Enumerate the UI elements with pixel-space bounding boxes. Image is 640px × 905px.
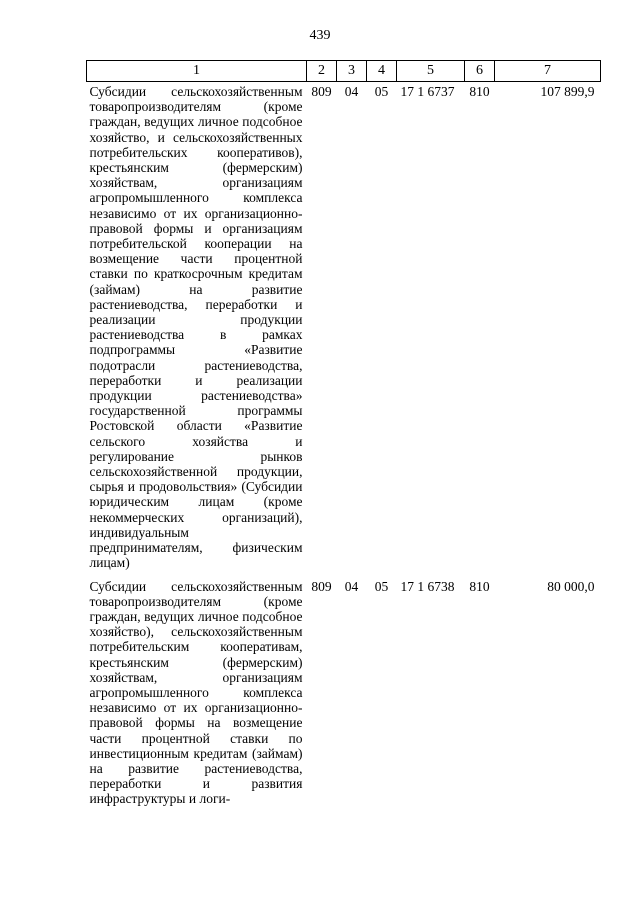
subsection-code: 05 [374,578,389,594]
column-header-2: 2 [307,61,337,82]
amount: 80 000,0 [547,578,595,594]
section-code: 04 [344,84,359,99]
ministry-code: 809 [311,84,332,99]
ministry-code: 809 [311,578,332,594]
column-header-1: 1 [87,61,307,82]
expense-type-code: 810 [469,578,490,594]
row-description: Субсидии сельскохозяйственным товаропроизводителям (кроме граждан, ведущих личное подсобное хозяйство), сельскохозяйственным потребительским кооперативам, крестьянским (фермерским) хозяйствам, организациям агропромышленного комплекса независимо от их организационно-правовой формы на возмещение части процентной ставки по инвестиционным кредитам (займам) на развитие растениеводства, переработки и развития инфраструктуры и логи- [89,578,303,807]
table-header-row [87,61,601,82]
column-header-5: 5 [397,61,465,82]
column-header-7: 7 [495,61,601,82]
table-row [87,82,601,577]
target-article-code: 17 1 6737 [400,84,455,99]
row-description: Субсидии сельскохозяйственным товаропроизводителям (кроме граждан, ведущих личное подсобное хозяйство, и сельскохозяйственных потребительских кооперативов), крестьянским (фермерским) хозяйствам, организациям агропромышленного комплекса независимо от их организационно-правовой формы и организациям потребительской кооперации на возмещение части процентной ставки по краткосрочным кредитам (займам) на развитие растениеводства, переработки и реализации продукции растениеводства в рамках подпрограммы «Развитие подотрасли растениеводства, переработки и реализации продукции растениеводства» государственной программы Ростовской области «Развитие сельского хозяйства и регулирование рынков сельскохозяйственной продукции, сырья и продовольствия» (Субсидии юридическим лицам (кроме некоммерческих организаций), индивидуальным предпринимателям, физическим лицам) [89,84,303,571]
expense-type-code: 810 [469,84,490,99]
budget-table [86,60,601,813]
table-row [87,577,601,813]
target-article-code: 17 1 6738 [400,578,455,594]
subsection-code: 05 [374,84,389,99]
page-number: 439 [309,28,331,43]
column-header-6: 6 [465,61,495,82]
column-header-4: 4 [367,61,397,82]
column-header-3: 3 [337,61,367,82]
amount: 107 899,9 [540,84,595,99]
section-code: 04 [344,578,359,594]
